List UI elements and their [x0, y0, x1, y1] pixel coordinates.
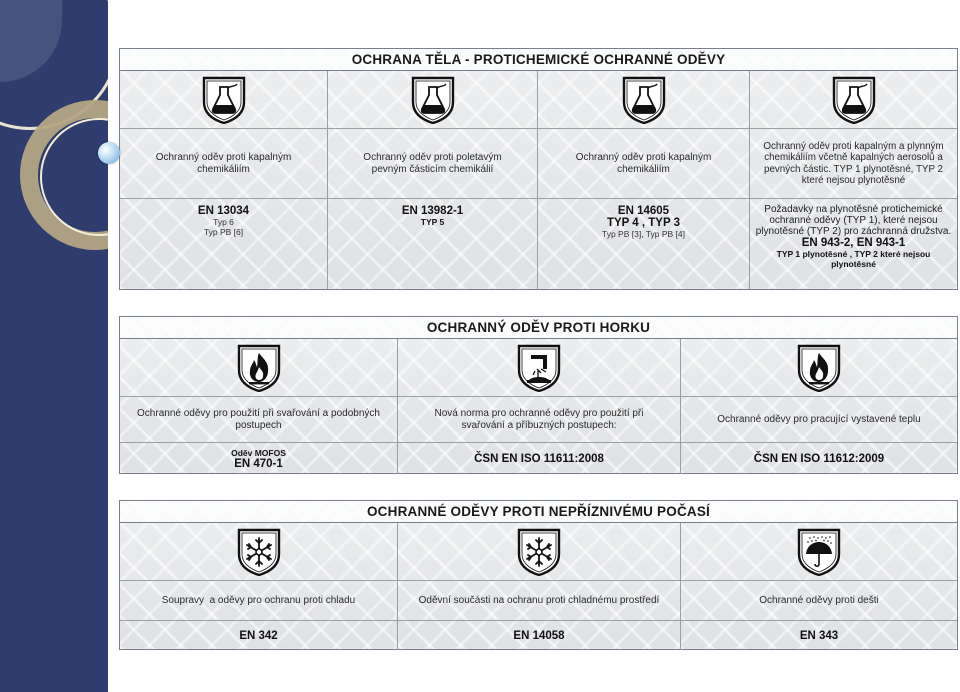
description: Ochranný oděv proti kapalným chemikáliím: [155, 151, 292, 175]
icon-cell: [538, 71, 750, 129]
panel-weather-protection: [119, 500, 958, 650]
standard-code: EN 13982-1: [401, 205, 464, 217]
umbrella-rain-icon: [797, 528, 841, 576]
standard-code: EN 14058: [513, 629, 565, 642]
standard-code: EN 13034: [197, 205, 250, 217]
decorative-bead: [98, 142, 120, 164]
standard-code: ČSN EN ISO 11612:2009: [753, 452, 885, 465]
standard-type: Typ PB [3], Typ PB [4]: [602, 229, 685, 239]
icon-cell: [681, 339, 957, 397]
icon-cell: [398, 339, 681, 397]
panel-heat-protection: [119, 316, 958, 474]
standard-type: Typ PB [6]: [203, 227, 244, 237]
desc-cell: [750, 129, 957, 199]
panel-title: OCHRANNÝ ODĚV PROTI HORKU: [120, 317, 957, 339]
desc-cell: [681, 397, 957, 443]
flame-icon: [237, 344, 281, 392]
icon-cell: [328, 71, 538, 129]
description: Nová norma pro ochranné oděvy pro použití při svařování a příbuzných postupech:: [434, 407, 644, 431]
desc-cell: [120, 397, 398, 443]
icon-cell: [398, 523, 681, 581]
desc-cell: [328, 129, 538, 199]
standard-cell: [120, 621, 398, 650]
flame-icon: [797, 344, 841, 392]
chemical-flask-icon: [202, 76, 246, 124]
side-decoration-band: [0, 0, 108, 692]
snowflake-icon: [517, 528, 561, 576]
chemical-table: [120, 71, 957, 290]
description: Soupravy a oděvy pro ochranu proti chladu: [161, 594, 356, 606]
panel-title: OCHRANA TĚLA - PROTICHEMICKÉ OCHRANNÉ ODĚVY: [120, 49, 957, 71]
panel-title: OCHRANNÉ ODĚVY PROTI NEPŘÍZNIVÉMU POČASÍ: [120, 501, 957, 523]
standard-type: Typ 6: [213, 217, 234, 227]
chemical-flask-icon: [411, 76, 455, 124]
standard-cell: [398, 621, 681, 650]
icon-cell: [681, 523, 957, 581]
welding-icon: [517, 344, 561, 392]
description: Ochranné oděvy pro pracující vystavené teplu: [717, 413, 921, 425]
description: Ochranný oděv proti kapalným chemikáliím: [575, 151, 712, 175]
standard-type: TYP 1 plynotěsné , TYP 2 které nejsou plynotěsné: [776, 249, 931, 269]
chemical-flask-icon: [622, 76, 666, 124]
icon-cell: [120, 339, 398, 397]
desc-cell: [120, 129, 328, 199]
standard-cell: [328, 199, 538, 289]
desc-cell: [398, 397, 681, 443]
standard-cell: [120, 443, 398, 474]
standard-cell: [538, 199, 750, 289]
icon-cell: [120, 71, 328, 129]
standard-product: Oděv MOFOS: [231, 447, 286, 458]
standard-type: TYP 4 , TYP 3: [606, 217, 681, 229]
standard-cell: [750, 199, 957, 289]
desc-cell: [538, 129, 750, 199]
desc-cell: [398, 581, 681, 621]
description: Ochranný oděv proti kapalným a plynným chemikáliím včetně kapalných aerosolů a pevných částic. TYP 1 plynotěsné, TYP 2 které nejsou plynotěsné: [763, 140, 944, 186]
description: Ochranné oděvy proti dešti: [759, 594, 879, 606]
standard-cell: [120, 199, 328, 289]
standard-code: ČSN EN ISO 11611:2008: [474, 452, 604, 465]
requirements-text: Požadavky na plynotěsné protichemické ochranné oděvy (TYP 1), které nejsou plynotěsné (TYP 2) pro záchranná družstva.: [755, 204, 952, 237]
description: Ochranné oděvy pro použití při svařování a podobných postupech: [137, 407, 380, 431]
snowflake-icon: [237, 528, 281, 576]
heat-table: [120, 339, 957, 474]
standard-type: TYP 5: [420, 217, 445, 227]
desc-cell: [120, 581, 398, 621]
standard-cell: [398, 443, 681, 474]
panel-chemical-protection: [119, 48, 958, 290]
standard-cell: [681, 443, 957, 474]
description: Ochranný oděv proti poletavým pevným částicím chemikálií: [363, 151, 502, 175]
icon-cell: [120, 523, 398, 581]
standard-code: EN 14605: [617, 205, 670, 217]
standard-code: EN 470-1: [234, 457, 283, 470]
description: Oděvní součásti na ochranu proti chladnému prostředí: [418, 594, 660, 606]
icon-cell: [750, 71, 957, 129]
chemical-flask-icon: [832, 76, 876, 124]
standard-code: EN 343: [799, 629, 839, 642]
desc-cell: [681, 581, 957, 621]
standard-code: EN 943-2, EN 943-1: [801, 237, 906, 249]
weather-table: [120, 523, 957, 650]
standard-cell: [681, 621, 957, 650]
standard-code: EN 342: [239, 629, 278, 642]
